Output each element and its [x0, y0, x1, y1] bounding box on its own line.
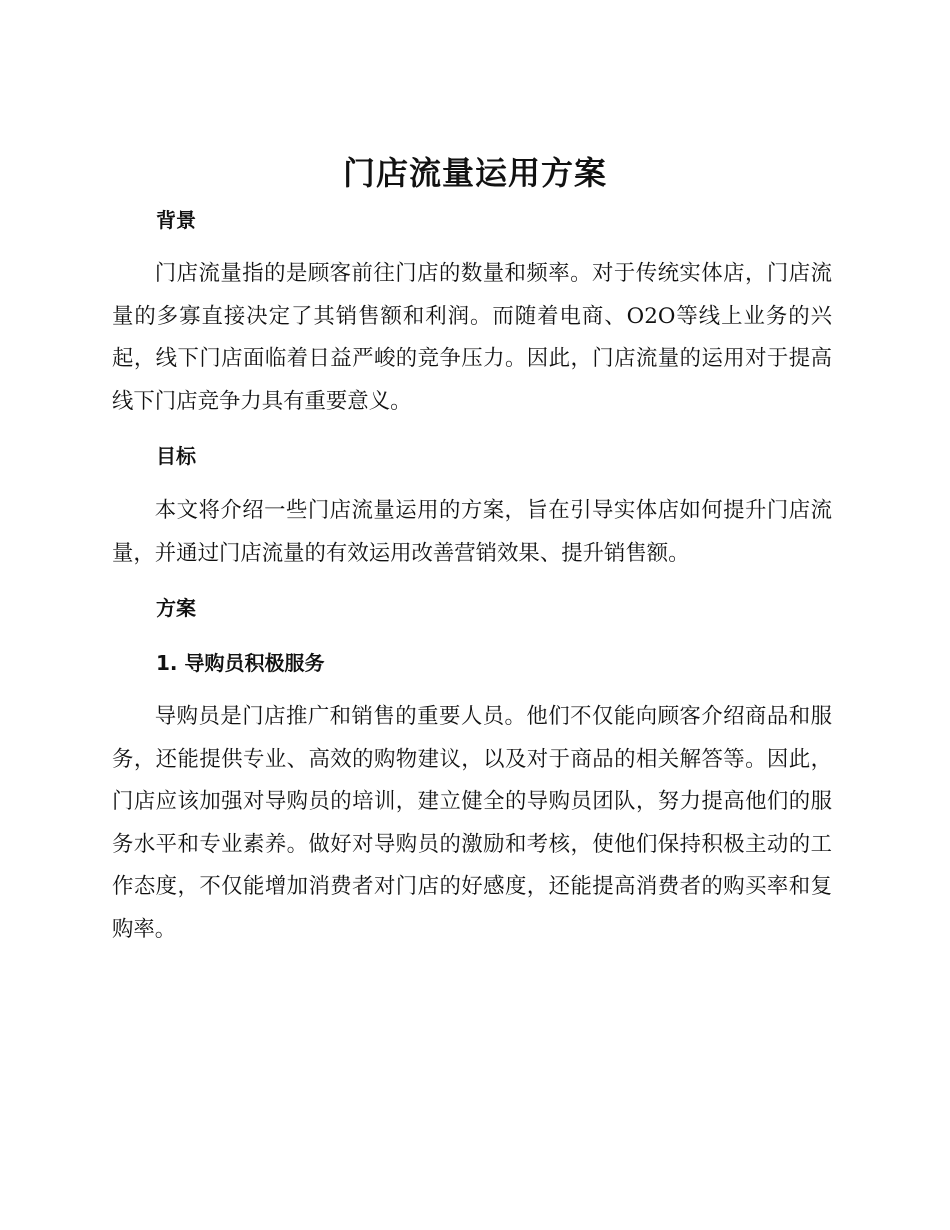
section-heading-background: 背景 — [156, 208, 196, 232]
plan-subheading-1: 1. 导购员积极服务 — [156, 651, 325, 675]
document-title: 门店流量运用方案 — [342, 154, 607, 192]
plan-paragraph-1: 导购员是门店推广和销售的重要人员。他们不仅能向顾客介绍商品和服务，还能提供专业、高效的购物建议，以及对于商品的相关解答等。因此，门店应该加强对导购员的培训，建立健全的导购员团队，努力提高他们的服务水平和专业素养。做好对导购员的激励和考核，使他们保持积极主动的工作态度，不仅能增加消费者对门店的好感度，还能提高消费者的购买率和复购率。 — [112, 704, 832, 942]
background-paragraph: 门店流量指的是顾客前往门店的数量和频率。对于传统实体店，门店流量的多寡直接决定了其销售额和利润。而随着电商、O2O等线上业务的兴起，线下门店面临着日益严峻的竞争压力。因此，门店流量的运用对于提高线下门店竞争力具有重要意义。 — [112, 261, 832, 414]
section-heading-plan: 方案 — [156, 596, 196, 620]
section-heading-goal: 目标 — [156, 444, 196, 468]
goal-paragraph: 本文将介绍一些门店流量运用的方案，旨在引导实体店如何提升门店流量，并通过门店流量的有效运用改善营销效果、提升销售额。 — [112, 498, 832, 566]
